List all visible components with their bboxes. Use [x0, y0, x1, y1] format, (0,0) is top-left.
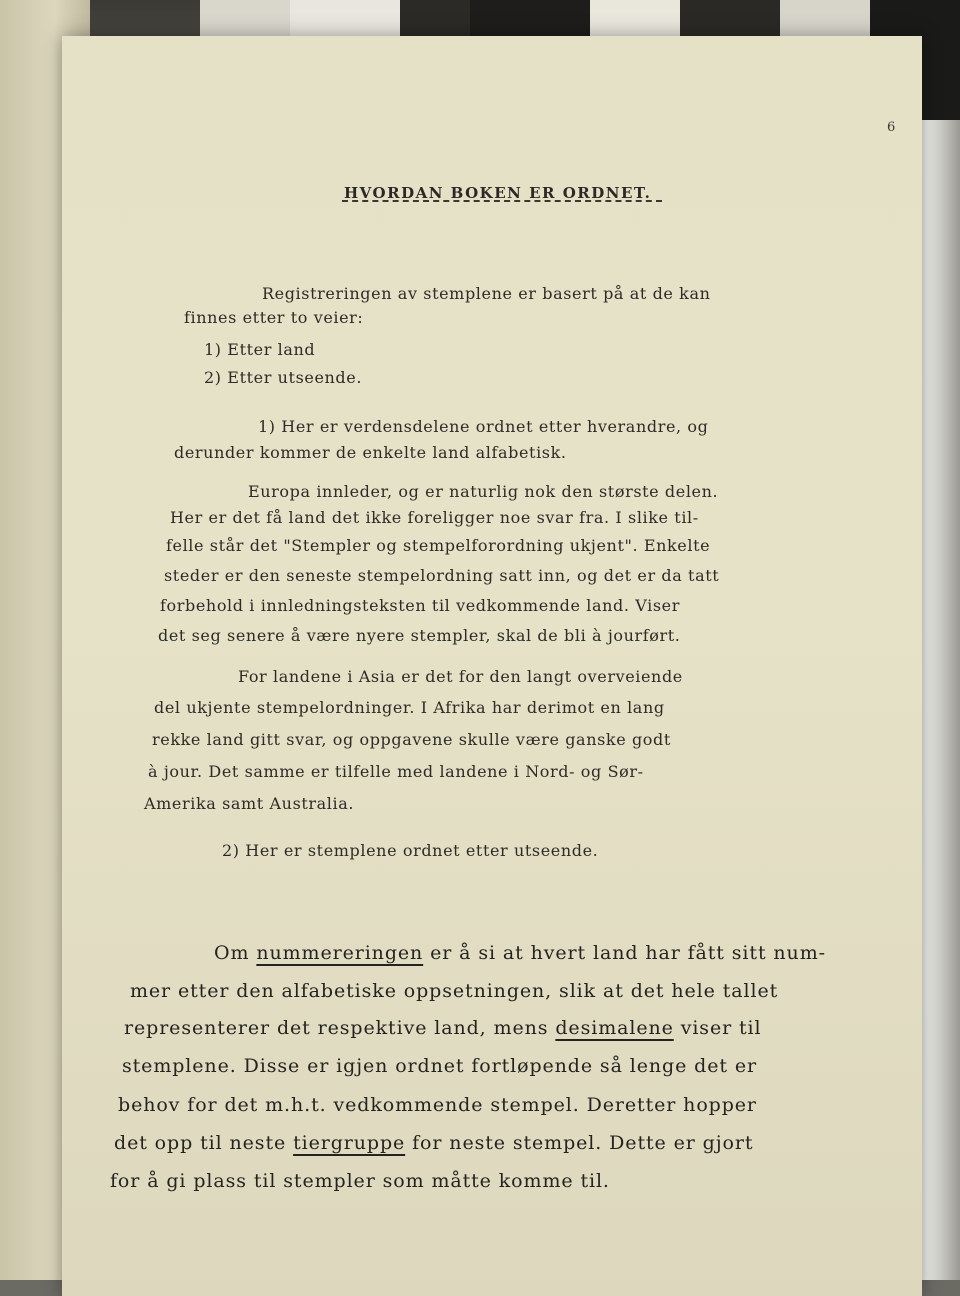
- text-line: Europa innleder, og er naturlig nok den største delen.: [248, 482, 719, 501]
- text-span: viser til: [673, 1017, 762, 1039]
- paragraph-line: [114, 1132, 753, 1154]
- title-dashed-underline: [342, 200, 662, 202]
- text-span: er å si at hvert land har fått sitt num-: [423, 942, 826, 964]
- paragraph-line: mer etter den alfabetiske oppsetningen, slik at det hele tallet: [130, 980, 779, 1002]
- underlined-term: nummereringen: [256, 942, 424, 964]
- page-title: HVORDAN BOKEN ER ORDNET.: [344, 184, 652, 202]
- list-item: 2) Etter utseende.: [204, 368, 363, 387]
- text-span: for neste stempel. Dette er gjort: [405, 1132, 754, 1154]
- text-span: representerer det respektive land, mens: [124, 1017, 556, 1039]
- text-line: derunder kommer de enkelte land alfabetisk.: [174, 443, 567, 462]
- text-span: Om: [214, 942, 257, 964]
- text-line: Registreringen av stemplene er basert på at de kan: [262, 284, 711, 303]
- text-line: rekke land gitt svar, og oppgavene skulle være ganske godt: [152, 730, 671, 749]
- text-line: forbehold i innledningsteksten til vedkommende land. Viser: [160, 596, 680, 615]
- text-line: à jour. Det samme er tilfelle med landene i Nord- og Sør-: [148, 762, 644, 781]
- paragraph-line: behov for det m.h.t. vedkommende stempel. Deretter hopper: [118, 1094, 757, 1116]
- text-line: del ukjente stempelordninger. I Afrika har derimot en lang: [154, 698, 665, 717]
- text-line: Amerika samt Australia.: [144, 794, 355, 813]
- text-line: felle står det "Stempler og stempelforordning ukjent". Enkelte: [166, 536, 711, 555]
- paragraph-line: for å gi plass til stempler som måtte komme til.: [110, 1170, 610, 1192]
- document-page: [62, 36, 922, 1296]
- text-line: det seg senere å være nyere stempler, skal de bli à jourført.: [158, 626, 681, 645]
- text-span: det opp til neste: [114, 1132, 294, 1154]
- text-line: steder er den seneste stempelordning satt inn, og det er da tatt: [164, 566, 720, 585]
- text-line: finnes etter to veier:: [184, 308, 364, 327]
- text-line: For landene i Asia er det for den langt overveiende: [238, 667, 683, 686]
- paragraph-line: stemplene. Disse er igjen ordnet fortløpende så lenge det er: [122, 1055, 757, 1077]
- paragraph-line: [214, 942, 826, 964]
- underlined-term: tiergruppe: [293, 1132, 406, 1154]
- text-line: 1) Her er verdensdelene ordnet etter hverandre, og: [258, 417, 709, 436]
- paragraph-line: [124, 1017, 762, 1039]
- text-line: 2) Her er stemplene ordnet etter utseende.: [222, 841, 599, 860]
- list-item: 1) Etter land: [204, 340, 316, 359]
- text-line: Her er det få land det ikke foreligger noe svar fra. I slike til-: [170, 508, 699, 527]
- underlined-term: desimalene: [555, 1017, 674, 1039]
- page-number: 6: [887, 120, 896, 135]
